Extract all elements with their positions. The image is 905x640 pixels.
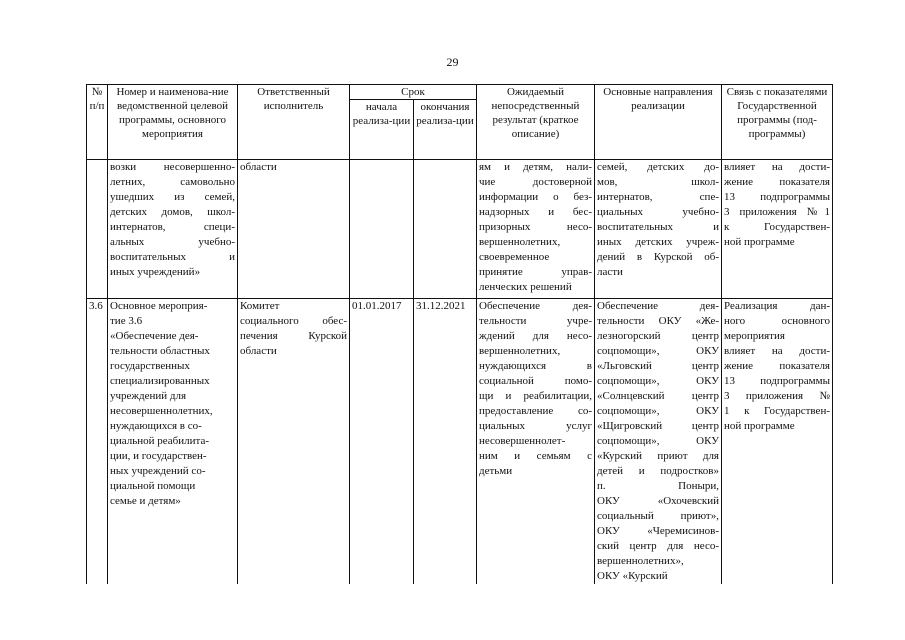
cell-line: мероприятия [724, 330, 785, 342]
cell-line: влияет на дости- [724, 161, 830, 173]
cell-line: «Обеспечение дея- [110, 330, 199, 342]
cell-line: призорных несо- [479, 221, 592, 233]
row-directions [595, 299, 722, 585]
cell-line: ям и детям, нали- [479, 161, 592, 173]
cell-line: лезногорский центр [597, 330, 719, 342]
cell-line: детьми [479, 465, 513, 477]
cell-line: ных учреждений со- [110, 465, 206, 477]
cell-line: вершеннолетних, [479, 236, 561, 248]
cell-line: несовершеннолетних, [110, 405, 213, 417]
cell-line: иных детских учреж- [597, 236, 719, 248]
cell-line: 13 подпрограммы [724, 191, 830, 203]
header-name: Номер и наименова-ние ведомственной целевой программы, основного мероприятия [108, 85, 238, 160]
row-result [477, 299, 595, 585]
cell-line: нуждающихся в со- [110, 420, 202, 432]
cell-line: «Щигровский центр [597, 420, 719, 432]
cell-line: принятие управ- [479, 266, 592, 278]
cell-line: дений в Курской об- [597, 251, 719, 263]
cell-line: ного основного [724, 315, 830, 327]
cell-line: 1 к Государствен- [724, 405, 830, 417]
cell-line: соцпомощи», ОКУ [597, 375, 719, 387]
cell-line: влияет на дости- [724, 345, 830, 357]
row-link [722, 299, 833, 585]
table-row [87, 160, 833, 299]
row-directions [595, 160, 722, 299]
cell-line: ной программе [724, 420, 795, 432]
cell-line: соцпомощи», ОКУ [597, 345, 719, 357]
cell-line: детей и подростков» [597, 465, 719, 477]
cell-line: воспитательных и [597, 221, 719, 233]
cell-line: ласти [597, 266, 623, 278]
cell-line: чие достоверной [479, 176, 592, 188]
page-number: 29 [446, 55, 459, 69]
cell-line: п. Поныри, [597, 480, 719, 492]
cell-line: интернатов, специ- [110, 221, 235, 233]
cell-line: воспитательных и [110, 251, 235, 263]
cell-line: возки несовершенно- [110, 161, 235, 173]
cell-line: ОКУ «Черемисинов- [597, 525, 719, 537]
cell-line: тие 3.6 [110, 315, 143, 327]
cell-line: ский центр для несо- [597, 540, 719, 552]
cell-line: специализированных [110, 375, 210, 387]
row-start [350, 160, 414, 299]
cell-line: ной программе [724, 236, 795, 248]
header-term: Срок [350, 85, 477, 100]
row-link [722, 160, 833, 299]
row-end [414, 160, 477, 299]
header-executor: Ответственный исполнитель [238, 85, 350, 160]
header-directions: Основные направления реализации [595, 85, 722, 160]
cell-line: ушедших из семей, [110, 191, 235, 203]
cell-line: вершеннолетних», [597, 555, 684, 567]
cell-line: Реализация дан- [724, 300, 830, 312]
cell-line: соцпомощи», ОКУ [597, 435, 719, 447]
cell-line: «Солнцевский центр [597, 390, 719, 402]
header-term-end: окончания реализа-ции [414, 100, 477, 160]
cell-line: социальной помо- [479, 375, 592, 387]
cell-line: жение показателя [724, 176, 830, 188]
cell-line: тельности ОКУ «Же- [597, 315, 719, 327]
program-table [86, 84, 833, 584]
cell-line: тельности областных [110, 345, 210, 357]
cell-line: жение показателя [724, 360, 830, 372]
cell-line: «Льговский центр [597, 360, 719, 372]
table-row [87, 299, 833, 585]
cell-line: Комитет [240, 300, 280, 312]
row-name [108, 160, 238, 299]
cell-line: области [240, 161, 277, 173]
cell-line: иных учреждений» [110, 266, 201, 278]
cell-line: мов, школ- [597, 176, 719, 188]
cell-line: несовершеннолет- [479, 435, 566, 447]
row-num: 3.6 [87, 299, 108, 585]
cell-line: ОКУ «Курский [597, 570, 668, 582]
cell-line: предоставление со- [479, 405, 592, 417]
cell-line: Обеспечение дея- [597, 300, 719, 312]
cell-line: ленческих решений [479, 281, 572, 293]
row-executor [238, 299, 350, 585]
cell-line: тельности учре- [479, 315, 592, 327]
cell-line: вершеннолетних, [479, 345, 561, 357]
row-result [477, 160, 595, 299]
header-result: Ожидаемый непосредственный результат (краткое описание) [477, 85, 595, 160]
header-term-start: начала реализа-ции [350, 100, 414, 160]
cell-line: социальный приют», [597, 510, 719, 522]
cell-line: 3 приложения № [724, 390, 830, 402]
cell-line: учреждений для [110, 390, 187, 402]
cell-line: семей, детских до- [597, 161, 719, 173]
cell-line: интернатов, спе- [597, 191, 719, 203]
cell-line: надзорных и бес- [479, 206, 592, 218]
cell-line: Основное мероприя- [110, 300, 208, 312]
cell-line: Обеспечение дея- [479, 300, 592, 312]
cell-line: ции, и государствен- [110, 450, 207, 462]
cell-line: социального обес- [240, 315, 347, 327]
cell-line: циальной реабилита- [110, 435, 210, 447]
row-name [108, 299, 238, 585]
cell-line: ждений для несо- [479, 330, 592, 342]
cell-line: циальной помощи [110, 480, 196, 492]
cell-line: соцпомощи», ОКУ [597, 405, 719, 417]
cell-line: 13 подпрограммы [724, 375, 830, 387]
header-num: № п/п [87, 85, 108, 160]
cell-line: информации о без- [479, 191, 592, 203]
cell-line: альных учебно- [110, 236, 235, 248]
cell-line: ним и семьям с [479, 450, 592, 462]
row-num [87, 160, 108, 299]
cell-line: своевременное [479, 251, 550, 263]
row-end: 31.12.2021 [414, 299, 477, 585]
cell-line: государственных [110, 360, 190, 372]
row-start: 01.01.2017 [350, 299, 414, 585]
cell-line: нуждающихся в [479, 360, 592, 372]
header-link: Связь с показателями Государственной программы (под-программы) [722, 85, 833, 160]
cell-line: 3 приложения №1 [724, 206, 830, 218]
cell-line: детских домов, школ- [110, 206, 235, 218]
cell-line: щи и реабилитации, [479, 390, 592, 402]
cell-line: циальных услуг [479, 420, 592, 432]
cell-line: к Государствен- [724, 221, 830, 233]
row-executor [238, 160, 350, 299]
cell-line: летних, самовольно [110, 176, 235, 188]
cell-line: печения Курской [240, 330, 347, 342]
cell-line: области [240, 345, 277, 357]
cell-line: семье и детям» [110, 495, 181, 507]
cell-line: циальных учебно- [597, 206, 719, 218]
cell-line: ОКУ «Охочевский [597, 495, 719, 507]
cell-line: «Курский приют для [597, 450, 719, 462]
